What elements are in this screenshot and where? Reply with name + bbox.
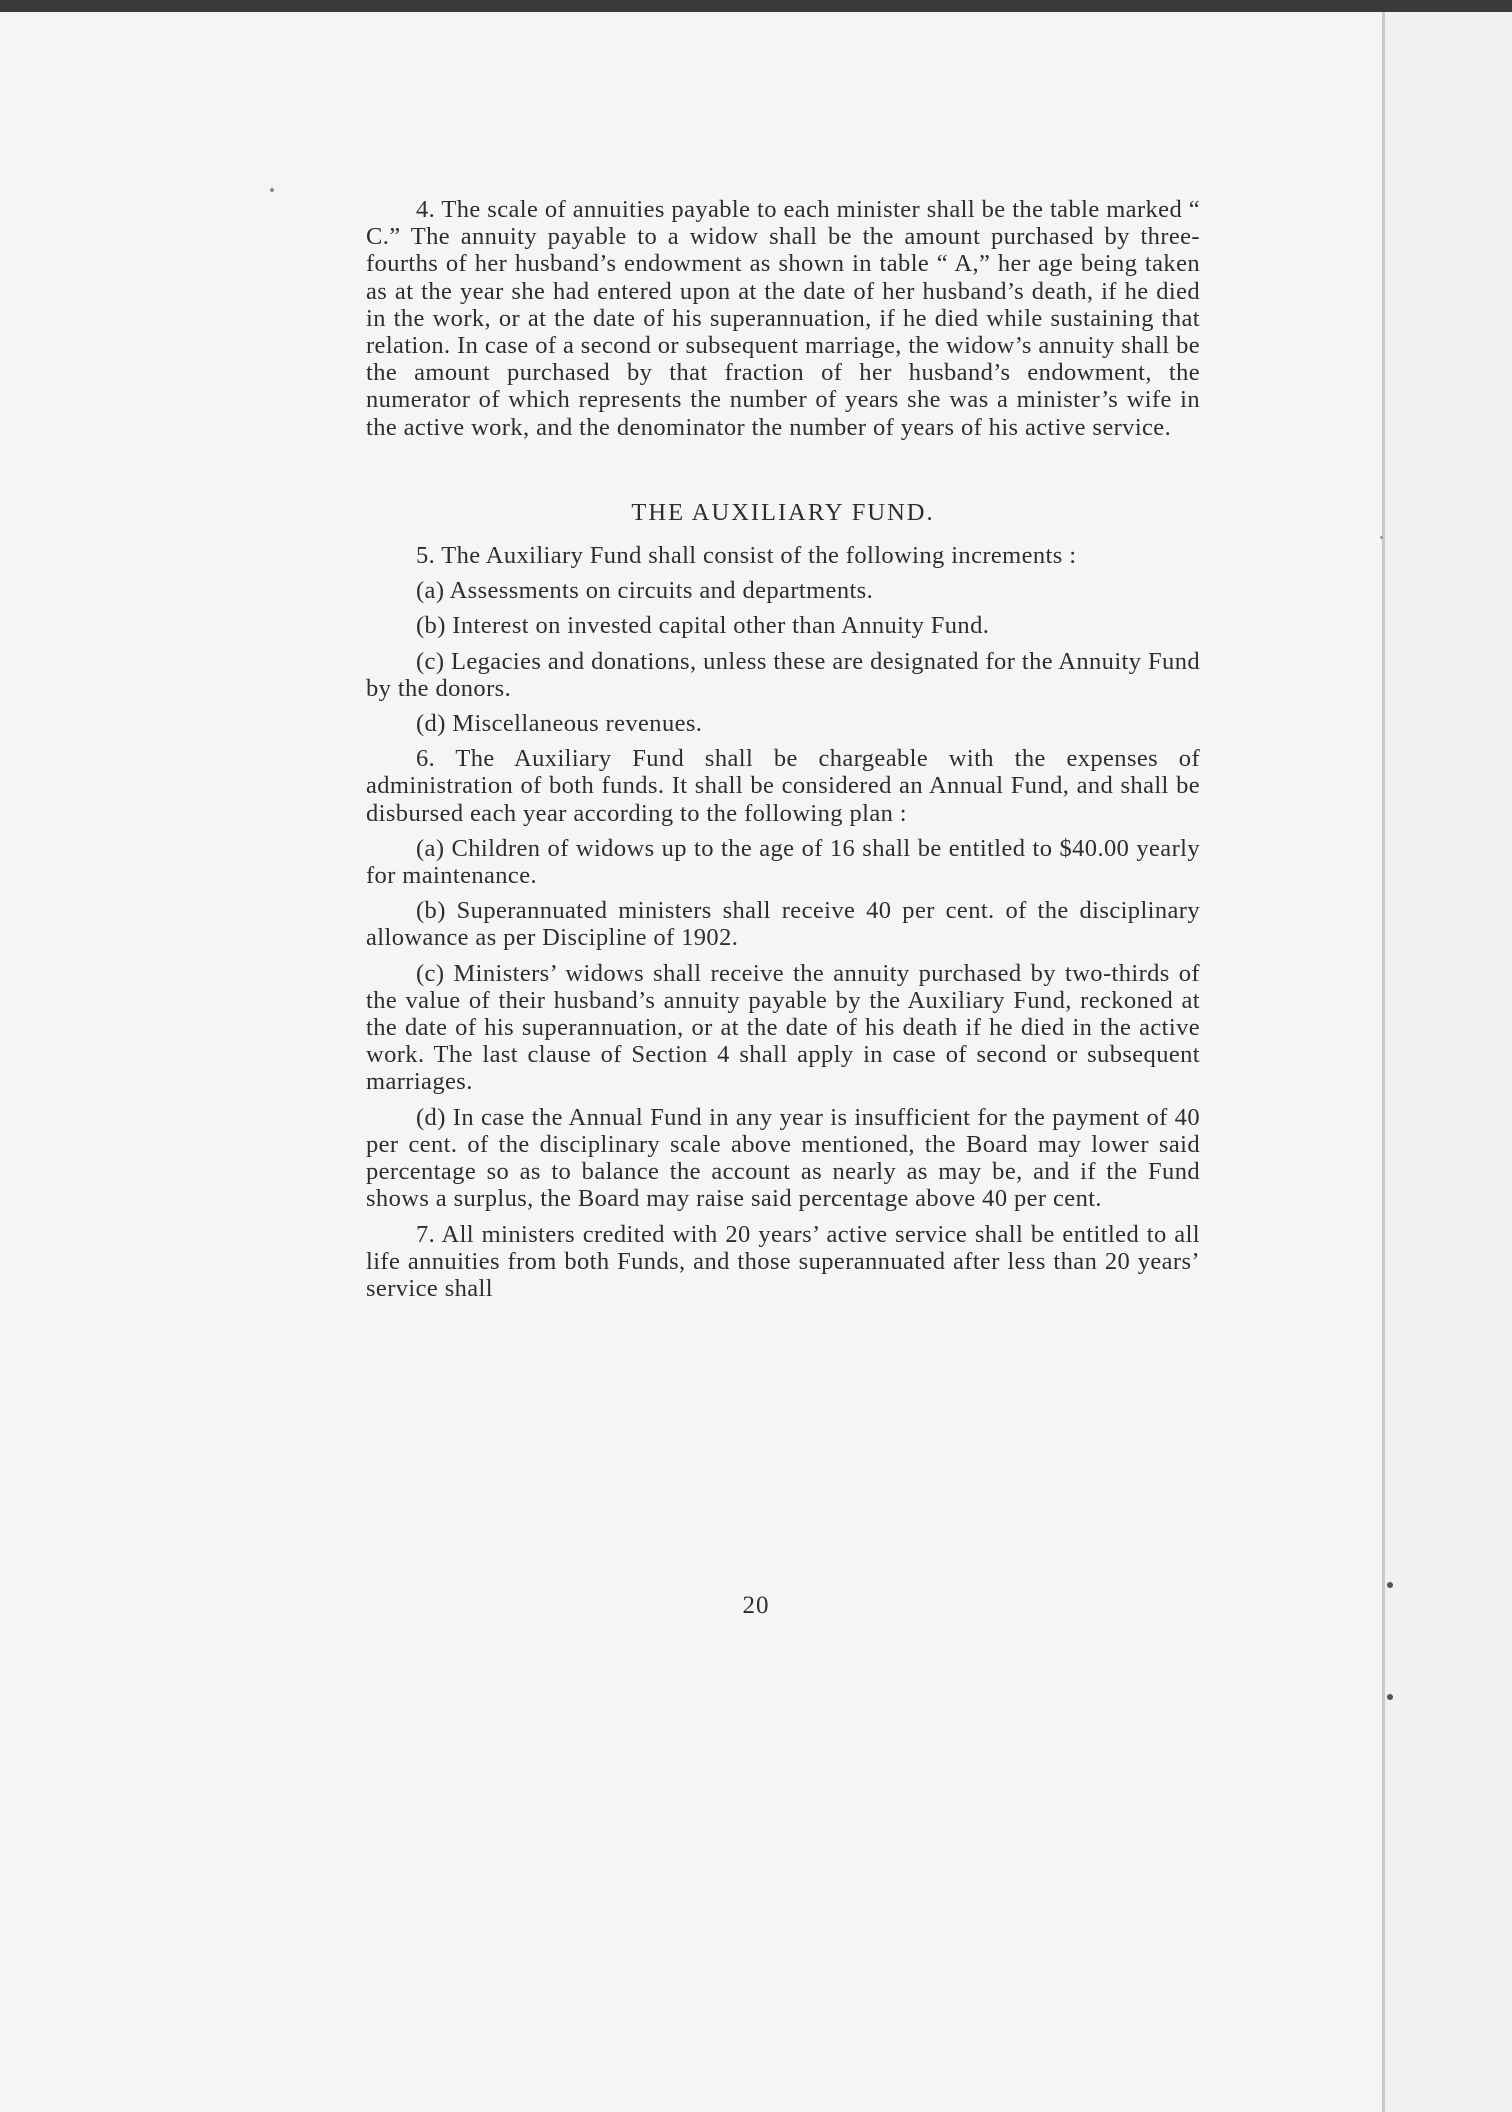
section-5-paragraph: 5. The Auxiliary Fund shall consist of the following increments : xyxy=(416,542,1077,570)
section-5-item-c: (c) Legacies and donations, unless these are designated for the Annuity Fund by the donors. xyxy=(366,647,1200,702)
auxiliary-fund-heading: THE AUXILIARY FUND. xyxy=(631,498,935,526)
section-6-item-a: (a) Children of widows up to the age of 16 shall be entitled to $40.00 yearly for maintenance. xyxy=(366,834,1200,890)
document-body xyxy=(366,196,1200,1310)
section-6-item-c: (c) Ministers’ widows shall receive the annuity purchased by two-thirds of the value of their husband’s annuity payable by the Auxiliary Fund, reckoned at the date of his superannuation, or at the date of his death if he died in the active work. The last clause of Section 4 shall apply in case of second or subsequent marriages. xyxy=(366,959,1200,1096)
scan-speck xyxy=(1387,1694,1393,1700)
section-6-item-b: (b) Superannuated ministers shall receive 40 per cent. of the disciplinary allowance as per Discipline of 1902. xyxy=(366,897,1200,952)
section-6-item-d: (d) In case the Annual Fund in any year is insufficient for the payment of 40 per cent. of the disciplinary scale above mentioned, the Board may lower said percentage so as to balance the account as nearly as may be, and if the Fund shows a surplus, the Board may raise said percentage above 40 per cent. xyxy=(366,1103,1200,1213)
section-6-paragraph: 6. The Auxiliary Fund shall be chargeable with the expenses of administration of both funds. It shall be considered an Annual Fund, and shall be disbursed each year according to the following plan : xyxy=(366,745,1200,827)
page-edge-line xyxy=(1382,12,1385,2112)
section-5-item-b: (b) Interest on invested capital other than Annuity Fund. xyxy=(416,612,990,640)
scan-speck xyxy=(270,188,274,192)
page-number: 20 xyxy=(742,1592,770,1619)
section-5-item-a: (a) Assessments on circuits and departments. xyxy=(416,577,874,605)
scan-top-border xyxy=(0,0,1512,12)
section-7-paragraph: 7. All ministers credited with 20 years’ active service shall be entitled to all life annuities from both Funds, and those superannuated after less than 20 years’ service shall xyxy=(366,1220,1200,1302)
section-5-item-d: (d) Miscellaneous revenues. xyxy=(416,710,703,738)
scan-speck xyxy=(1387,1582,1393,1588)
scan-speck xyxy=(1380,536,1383,539)
section-4-paragraph: 4. The scale of annuities payable to each minister shall be the table marked “ C.” The annuity payable to a widow shall be the amount purchased by three-fourths of her husband’s endowment as shown in table “ A,” her age being taken as at the year she had entered upon at the date of her husband’s death, if he died in the work, or at the date of his superannuation, if he died while sustaining that relation. In case of a second or subsequent marriage, the widow’s annuity shall be the amount purchased by that fraction of her husband’s endowment, the numerator of which represents the number of years she was a minister’s wife in the active work, and the denominator the number of years of his active service. xyxy=(366,196,1200,441)
adjacent-page-shadow xyxy=(1385,12,1512,2112)
